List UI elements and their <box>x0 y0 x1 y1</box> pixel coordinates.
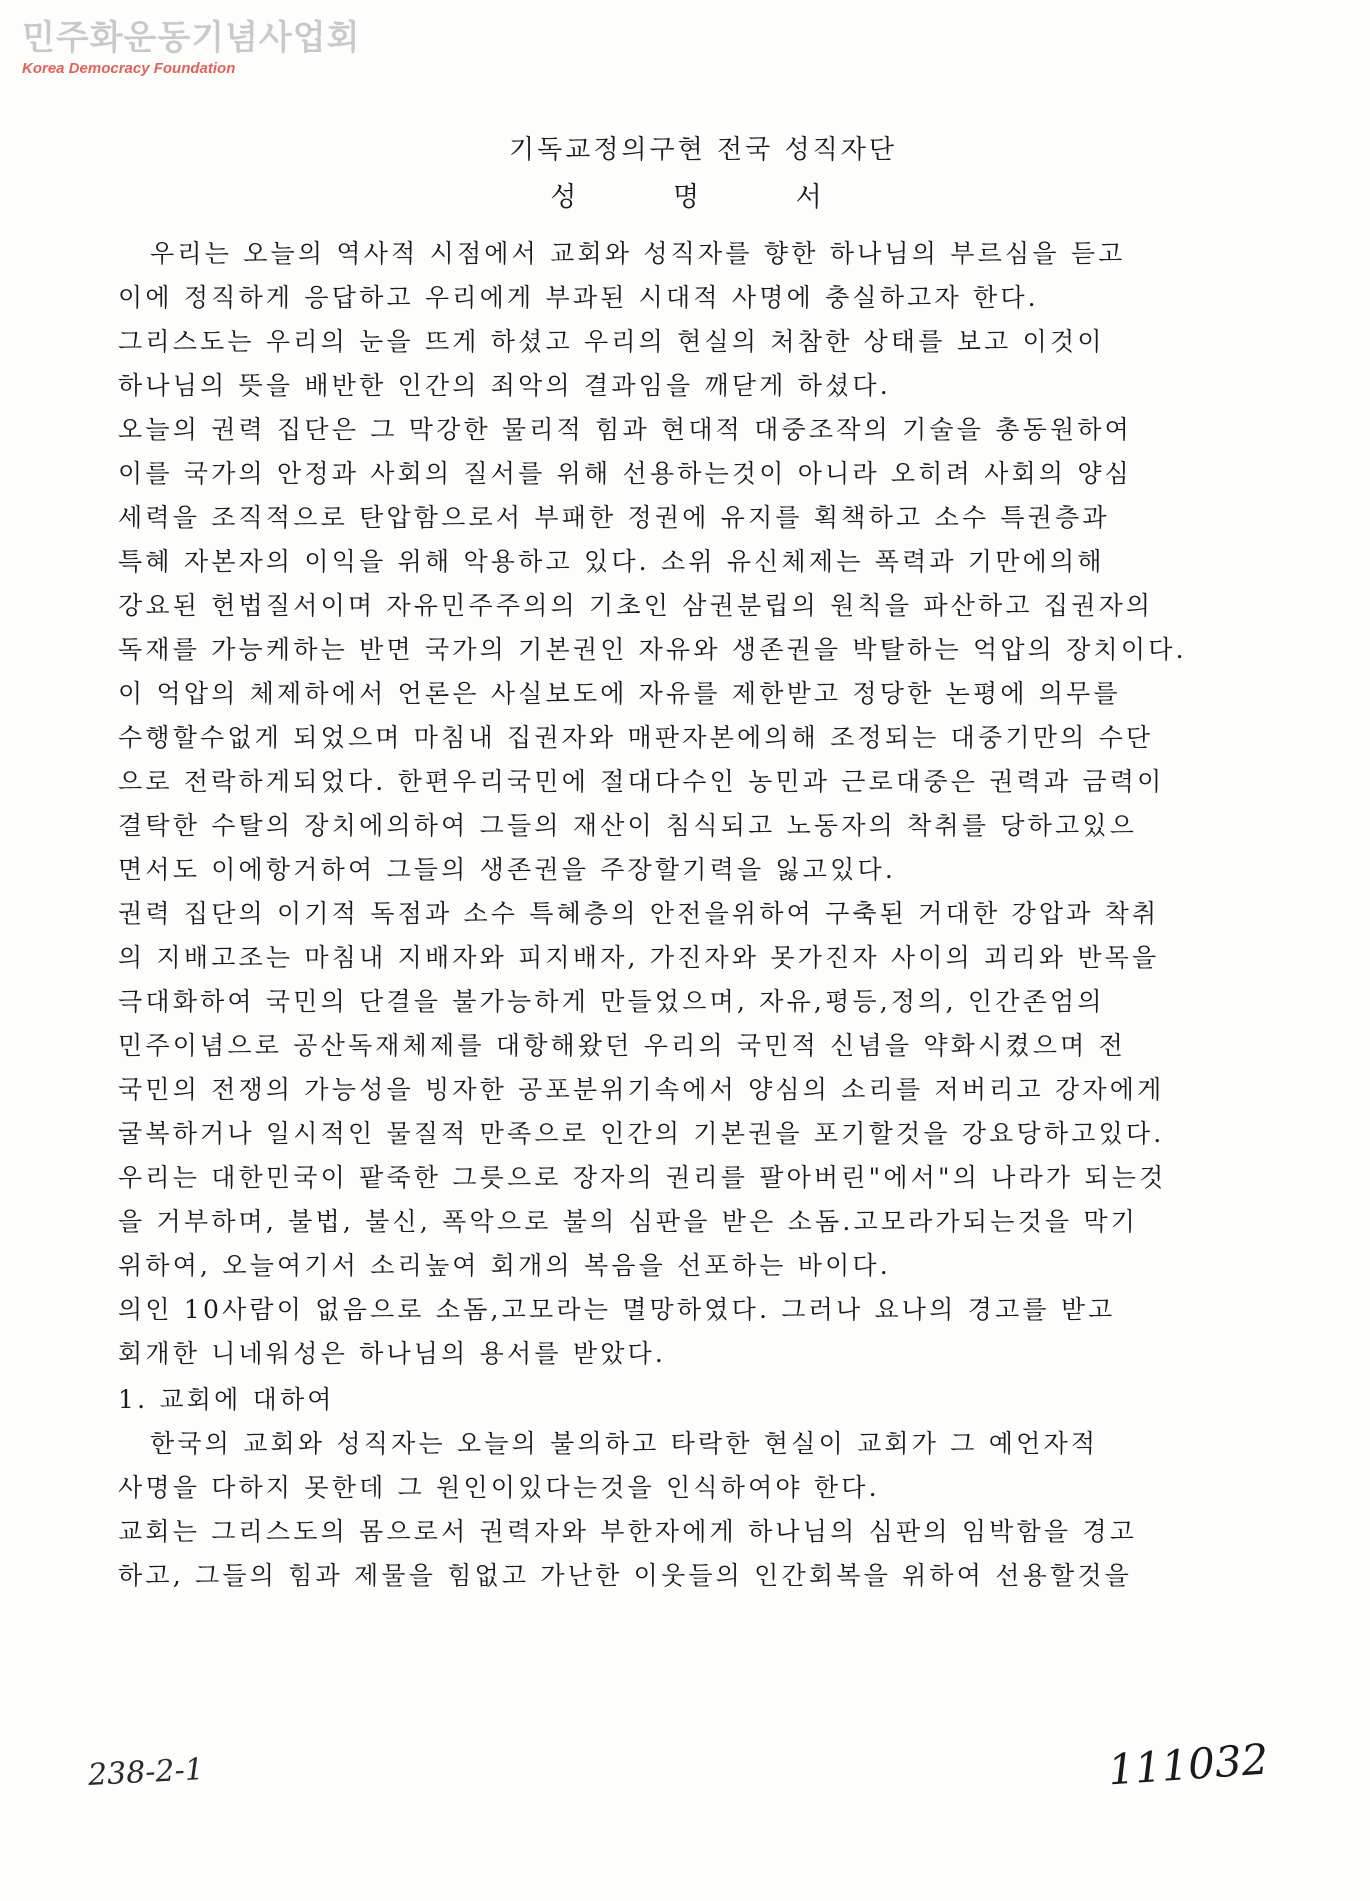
text-line: 특혜 자본자의 이익을 위해 악용하고 있다. 소위 유신체제는 폭력과 기만에의해 <box>118 547 1105 576</box>
text-line: 회개한 니네워성은 하나님의 용서를 받았다. <box>118 1339 667 1368</box>
text-line: 이에 정직하게 응답하고 우리에게 부과된 시대적 사명에 충실하고자 한다. <box>118 283 1039 312</box>
text-line: 을 거부하며, 불법, 불신, 폭악으로 불의 심판을 받은 소돔.고모라가되는것을 막기 <box>118 1207 1139 1236</box>
text-line: 민주이념으로 공산독재체제를 대항해왔던 우리의 국민적 신념을 약화시켰으며 전 <box>118 1031 1126 1060</box>
text-line: 하고, 그들의 힘과 제물을 힘없고 가난한 이웃들의 인간회복을 위하여 선용할것을 <box>118 1561 1133 1590</box>
text-line: 강요된 헌법질서이며 자유민주주의의 기초인 삼권분립의 원칙을 파산하고 집권자의 <box>118 591 1154 620</box>
text-line: 면서도 이에항거하여 그들의 생존권을 주장할기력을 잃고있다. <box>118 855 896 884</box>
statement-body <box>118 130 1298 1598</box>
page-number: 111032 <box>1106 1734 1270 1795</box>
text-line: 사명을 다하지 못한데 그 원인이있다는것을 인식하여야 한다. <box>118 1473 880 1502</box>
text-line: 굴복하거나 일시적인 물질적 만족으로 인간의 기본권을 포기할것을 강요당하고있다. <box>118 1119 1165 1148</box>
archive-code: 238-2-1 <box>87 1751 205 1794</box>
watermark-logo <box>22 18 361 78</box>
text-line: 한국의 교회와 성직자는 오늘의 불의하고 타락한 현실이 교회가 그 예언자적 <box>150 1429 1099 1458</box>
text-line: 결탁한 수탈의 장치에의하여 그들의 재산이 침식되고 노동자의 착취를 당하고있으 <box>118 811 1138 840</box>
text-line: 위하여, 오늘여기서 소리높여 회개의 복음을 선포하는 바이다. <box>118 1251 891 1280</box>
text-line: 의 지배고조는 마침내 지배자와 피지배자, 가진자와 못가진자 사이의 괴리와 반목을 <box>118 943 1160 972</box>
text-line: 그리스도는 우리의 눈을 뜨게 하셨고 우리의 현실의 처참한 상태를 보고 이것이 <box>118 327 1105 356</box>
text-line: 이 억압의 체제하에서 언론은 사실보도에 자유를 제한받고 정당한 논평에 의무를 <box>118 679 1121 708</box>
text-line: 우리는 오늘의 역사적 시점에서 교회와 성직자를 향한 하나님의 부르심을 듣고 <box>150 239 1126 268</box>
text-line: 국민의 전쟁의 가능성을 빙자한 공포분위기속에서 양심의 소리를 저버리고 강자에게 <box>118 1075 1165 1104</box>
document-heading: 기독교정의구현 전국 성직자단 <box>508 135 898 165</box>
text-line: 의인 10사람이 없음으로 소돔,고모라는 멸망하였다. 그러나 요나의 경고를 받고 <box>118 1295 1116 1324</box>
text-line: 오늘의 권력 집단은 그 막강한 물리적 힘과 현대적 대중조작의 기술을 총동원하여 <box>118 415 1133 444</box>
text-line: 이를 국가의 안정과 사회의 질서를 위해 선용하는것이 아니라 오히려 사회의 양심 <box>118 459 1133 488</box>
text-line: 으로 전락하게되었다. 한편우리국민에 절대다수인 농민과 근로대중은 권력과 금력이 <box>118 767 1165 796</box>
watermark-korean: 민주화운동기념사업회 <box>22 18 361 58</box>
watermark-english: Korea Democracy Foundation <box>22 60 236 77</box>
text-line: 세력을 조직적으로 탄압함으로서 부패한 정권에 유지를 획책하고 소수 특권층과 <box>118 503 1110 532</box>
text-line: 수행할수없게 되었으며 마침내 집권자와 매판자본에의해 조정되는 대중기만의 수단 <box>118 723 1154 752</box>
text-line: 교회는 그리스도의 몸으로서 권력자와 부한자에게 하나님의 심판의 임박함을 경고 <box>118 1517 1138 1546</box>
text-line: 권력 집단의 이기적 독점과 소수 특혜층의 안전을위하여 구축된 거대한 강압과 착취 <box>118 899 1160 928</box>
section-heading: 1. 교회에 대하여 <box>118 1385 335 1414</box>
text-line: 극대화하여 국민의 단결을 불가능하게 만들었으며, 자유,평등,정의, 인간존엄의 <box>118 987 1105 1016</box>
text-line: 하나님의 뜻을 배반한 인간의 죄악의 결과임을 깨닫게 하셨다. <box>118 371 891 400</box>
document-subheading: 성 명 서 <box>550 182 866 213</box>
text-line: 우리는 대한민국이 팥죽한 그릇으로 장자의 권리를 팔아버린"에서"의 나라가 되는것 <box>118 1163 1167 1192</box>
text-line: 독재를 가능케하는 반면 국가의 기본권인 자유와 생존권을 박탈하는 억압의 장치이다. <box>118 635 1187 664</box>
